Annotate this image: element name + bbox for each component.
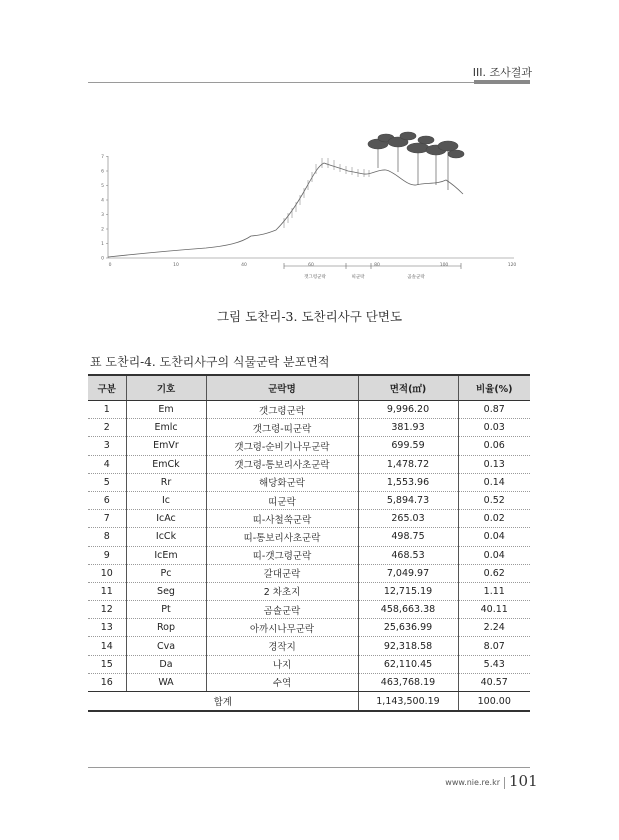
table-row — [88, 601, 530, 619]
cell-no: 12 — [88, 601, 126, 619]
table-row — [88, 419, 530, 437]
cell-ratio: 40.57 — [458, 673, 530, 691]
zone-label-pt: 곰솔군락 — [407, 275, 425, 280]
cell-no: 16 — [88, 673, 126, 691]
cell-area: 25,636.99 — [358, 619, 458, 637]
table-row — [88, 491, 530, 509]
cell-code: IcAc — [126, 510, 206, 528]
y-tick-label: 3 — [101, 213, 104, 218]
header-accent-bar — [474, 80, 530, 84]
cell-area: 1,553.96 — [358, 473, 458, 491]
cell-code: EmVr — [126, 437, 206, 455]
header-community: 군락명 — [206, 375, 358, 401]
cell-no: 2 — [88, 419, 126, 437]
cell-area: 5,894.73 — [358, 491, 458, 509]
cell-ratio: 5.43 — [458, 655, 530, 673]
cell-community: 아까시나무군락 — [206, 619, 358, 637]
table-row — [88, 673, 530, 691]
terrain-profile-line — [108, 163, 463, 257]
cell-ratio: 0.62 — [458, 564, 530, 582]
x-tick-label: 40 — [241, 263, 247, 268]
cell-community: 띠-통보리사초군락 — [206, 528, 358, 546]
cell-code: Seg — [126, 582, 206, 600]
x-tick-label: 120 — [507, 263, 517, 268]
zone-label-ic: 띠군락 — [351, 275, 365, 280]
table-row — [88, 546, 530, 564]
cell-area: 699.59 — [358, 437, 458, 455]
table-row — [88, 655, 530, 673]
cell-community: 경작지 — [206, 637, 358, 655]
cell-code: Da — [126, 655, 206, 673]
table-row — [88, 582, 530, 600]
cell-no: 3 — [88, 437, 126, 455]
cell-code: WA — [126, 673, 206, 691]
community-area-table — [88, 374, 530, 712]
cell-no: 1 — [88, 401, 126, 419]
cell-community: 2 차초지 — [206, 582, 358, 600]
table-row — [88, 473, 530, 491]
cell-ratio: 0.52 — [458, 491, 530, 509]
cell-area: 381.93 — [358, 419, 458, 437]
y-tick-label: 7 — [101, 155, 104, 160]
cell-ratio: 0.13 — [458, 455, 530, 473]
zone-label-em: 갯그령군락 — [304, 275, 326, 280]
cell-ratio: 40.11 — [458, 601, 530, 619]
cell-ratio: 0.06 — [458, 437, 530, 455]
cell-ratio: 8.07 — [458, 637, 530, 655]
header-code: 기호 — [126, 375, 206, 401]
cell-no: 4 — [88, 455, 126, 473]
y-tick-label: 5 — [101, 184, 104, 189]
total-area: 1,143,500.19 — [358, 692, 458, 712]
cell-area: 7,049.97 — [358, 564, 458, 582]
table-title: 표 도찬리-4. 도찬리사구의 식물군락 분포면적 — [90, 355, 330, 369]
cell-ratio: 0.02 — [458, 510, 530, 528]
x-tick-labels — [109, 262, 517, 268]
cell-area: 62,110.45 — [358, 655, 458, 673]
footer-url: www.nie.re.kr — [445, 778, 500, 787]
cell-community: 갯그령-순비기나무군락 — [206, 437, 358, 455]
y-tick-label: 6 — [101, 169, 104, 175]
x-tick-label: 100 — [439, 263, 449, 268]
cell-code: IcEm — [126, 546, 206, 564]
table-row — [88, 401, 530, 419]
cell-code: Pc — [126, 564, 206, 582]
total-ratio: 100.00 — [458, 692, 530, 712]
cell-ratio: 0.04 — [458, 528, 530, 546]
cell-no: 6 — [88, 491, 126, 509]
cell-no: 8 — [88, 528, 126, 546]
cell-area: 12,715.19 — [358, 582, 458, 600]
cell-no: 15 — [88, 655, 126, 673]
cell-community: 해당화군락 — [206, 473, 358, 491]
cell-community: 곰솔군락 — [206, 601, 358, 619]
cell-code: Em — [126, 401, 206, 419]
cell-code: IcCk — [126, 528, 206, 546]
header-rule — [88, 82, 530, 83]
cell-code: Cva — [126, 637, 206, 655]
cell-community: 갈대군락 — [206, 564, 358, 582]
cell-no: 13 — [88, 619, 126, 637]
cell-community: 갯그령-통보리사초군락 — [206, 455, 358, 473]
grass-vegetation — [284, 158, 369, 228]
table-row — [88, 437, 530, 455]
cell-code: EmCk — [126, 455, 206, 473]
table-total-row — [88, 692, 530, 712]
table-row — [88, 637, 530, 655]
cell-area: 498.75 — [358, 528, 458, 546]
profile-axes — [108, 156, 514, 258]
header-no: 구분 — [88, 375, 126, 401]
cell-code: Rop — [126, 619, 206, 637]
section-title: III. 조사결과 — [472, 66, 532, 79]
cell-ratio: 0.14 — [458, 473, 530, 491]
header-area: 면적(㎡) — [358, 375, 458, 401]
cell-ratio: 2.24 — [458, 619, 530, 637]
table-row — [88, 564, 530, 582]
cell-community: 띠-사철쑥군락 — [206, 510, 358, 528]
x-tick-label: 60 — [308, 263, 314, 268]
cell-code: Pt — [126, 601, 206, 619]
y-tick-label: 1 — [101, 242, 104, 247]
cell-no: 5 — [88, 473, 126, 491]
cell-code: Ic — [126, 491, 206, 509]
x-tick-label: 0 — [108, 263, 112, 268]
cell-community: 띠군락 — [206, 491, 358, 509]
y-tick-label: 0 — [101, 256, 104, 262]
cell-area: 92,318.58 — [358, 637, 458, 655]
cell-no: 9 — [88, 546, 126, 564]
cell-area: 1,478.72 — [358, 455, 458, 473]
x-tick-label: 80 — [374, 263, 380, 268]
total-label: 합계 — [88, 692, 358, 712]
table-header-row — [88, 375, 530, 401]
footer-separator — [504, 777, 505, 789]
y-tick-labels — [101, 154, 108, 262]
cell-community: 갯그령-띠군락 — [206, 419, 358, 437]
header-ratio: 비율(%) — [458, 375, 530, 401]
cell-area: 9,996.20 — [358, 401, 458, 419]
cell-community: 띠-갯그령군락 — [206, 546, 358, 564]
cell-no: 10 — [88, 564, 126, 582]
pine-tree-icons — [368, 132, 464, 190]
cell-community: 갯그령군락 — [206, 401, 358, 419]
cell-ratio: 0.03 — [458, 419, 530, 437]
cell-area: 463,768.19 — [358, 673, 458, 691]
cell-community: 수역 — [206, 673, 358, 691]
table-row — [88, 619, 530, 637]
y-tick-label: 2 — [101, 227, 104, 233]
cell-ratio: 0.87 — [458, 401, 530, 419]
cell-area: 265.03 — [358, 510, 458, 528]
table-row — [88, 528, 530, 546]
cell-area: 458,663.38 — [358, 601, 458, 619]
figure-caption: 그림 도찬리-3. 도찬리사구 단면도 — [216, 309, 403, 324]
table-row — [88, 455, 530, 473]
table-row — [88, 510, 530, 528]
cell-ratio: 0.04 — [458, 546, 530, 564]
x-tick-label: 10 — [173, 263, 179, 268]
cell-code: Emlc — [126, 419, 206, 437]
cell-no: 11 — [88, 582, 126, 600]
footer-rule — [88, 767, 530, 768]
y-tick-label: 4 — [101, 198, 104, 204]
cell-no: 14 — [88, 637, 126, 655]
cell-area: 468.53 — [358, 546, 458, 564]
dune-profile-figure — [96, 130, 526, 290]
page-number: 101 — [509, 772, 538, 790]
cell-ratio: 1.11 — [458, 582, 530, 600]
cell-code: Rr — [126, 473, 206, 491]
cell-no: 7 — [88, 510, 126, 528]
cell-community: 나지 — [206, 655, 358, 673]
